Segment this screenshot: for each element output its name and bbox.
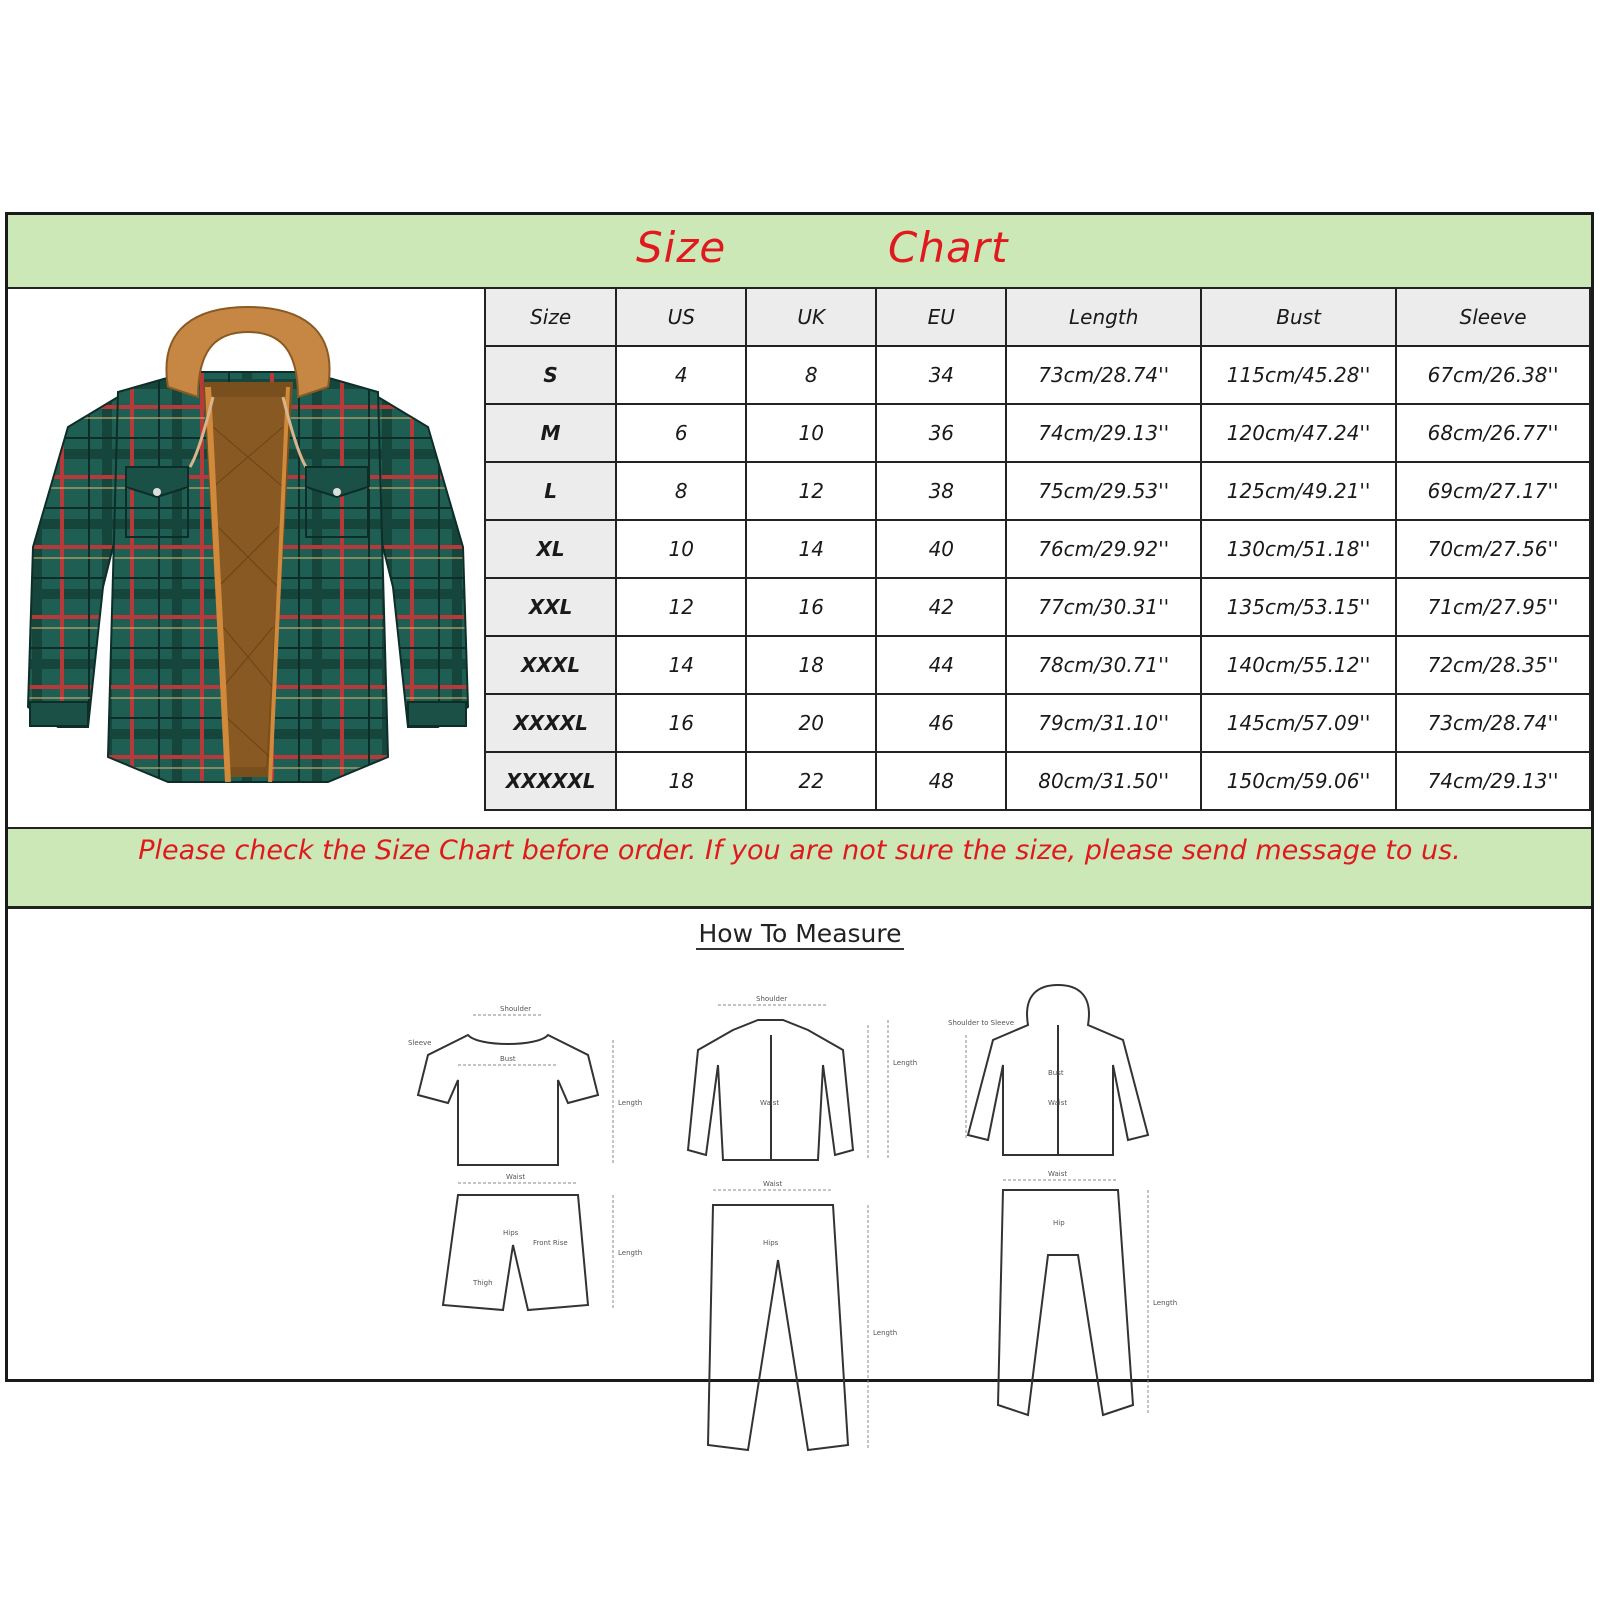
table-cell: 150cm/59.06'' [1201,752,1396,810]
table-cell: 12 [746,462,876,520]
plaid-hooded-jacket-icon [8,287,484,827]
table-cell: 16 [746,578,876,636]
label-shoulder-shirt: Shoulder [756,995,788,1003]
table-cell: 34 [876,346,1006,404]
label-length-shirt: Length [893,1059,918,1067]
table-cell: 74cm/29.13'' [1396,752,1590,810]
table-cell: 8 [746,346,876,404]
label-sleeve: Sleeve [408,1039,432,1047]
table-cell: 68cm/26.77'' [1396,404,1590,462]
title-chart: Chart [888,223,1009,272]
table-cell: 46 [876,694,1006,752]
table-cell: 44 [876,636,1006,694]
table-cell: 69cm/27.17'' [1396,462,1590,520]
header-cell: Bust [1201,288,1396,346]
table-cell: 70cm/27.56'' [1396,520,1590,578]
label-waist-pants: Waist [763,1180,783,1188]
size-cell: XXXXL [485,694,616,752]
table-cell: 115cm/45.28'' [1201,346,1396,404]
table-cell: 4 [616,346,746,404]
label-hips-pants: Hips [763,1239,779,1247]
label-length-joggers: Length [1153,1299,1178,1307]
table-cell: 12 [616,578,746,636]
label-waist: Waist [506,1173,526,1181]
table-row [485,636,1590,694]
product-image [8,287,484,827]
table-cell: 79cm/31.10'' [1006,694,1201,752]
label-thigh: Thigh [473,1279,493,1287]
table-cell: 40 [876,520,1006,578]
table-cell: 48 [876,752,1006,810]
header-cell: US [616,288,746,346]
table-cell: 67cm/26.38'' [1396,346,1590,404]
label-hips: Hips [503,1229,519,1237]
how-to-measure-label: How To Measure [698,919,902,948]
table-row [485,520,1590,578]
label-length-shorts: Length [618,1249,643,1257]
how-to-measure-title [8,919,1592,948]
table-cell: 130cm/51.18'' [1201,520,1396,578]
table-cell: 120cm/47.24'' [1201,404,1396,462]
table-cell: 140cm/55.12'' [1201,636,1396,694]
table-cell: 77cm/30.31'' [1006,578,1201,636]
header-cell: Size [485,288,616,346]
table-cell: 76cm/29.92'' [1006,520,1201,578]
notice-band [8,827,1591,909]
table-cell: 75cm/29.53'' [1006,462,1201,520]
size-cell: XXL [485,578,616,636]
label-bust-hoodie: Bust [1048,1069,1064,1077]
table-cell: 38 [876,462,1006,520]
table-cell: 14 [616,636,746,694]
label-length: Length [618,1099,643,1107]
header-cell: EU [876,288,1006,346]
table-row [485,694,1590,752]
measure-diagrams [388,955,1208,1599]
table-row [485,404,1590,462]
label-waist-shirt: Waist [760,1099,780,1107]
size-cell: XL [485,520,616,578]
size-cell: XXXL [485,636,616,694]
table-cell: 78cm/30.71'' [1006,636,1201,694]
label-length-pants: Length [873,1329,898,1337]
size-cell: XXXXXL [485,752,616,810]
table-row [485,346,1590,404]
table-cell: 16 [616,694,746,752]
table-cell: 18 [746,636,876,694]
notice-text: Please check the Size Chart before order. If you are not sure the size, please send message to us. [138,835,1461,866]
joggers-icon [998,1190,1133,1415]
label-bust: Bust [500,1055,516,1063]
title-band [8,215,1591,289]
table-cell: 36 [876,404,1006,462]
table-row [485,752,1590,810]
label-shoulder-to-sleeve: Shoulder to Sleeve [948,1019,1015,1027]
table-row [485,578,1590,636]
size-cell: S [485,346,616,404]
table-header-row [485,288,1590,346]
table-cell: 74cm/29.13'' [1006,404,1201,462]
table-cell: 145cm/57.09'' [1201,694,1396,752]
label-front-rise: Front Rise [533,1239,568,1247]
table-cell: 14 [746,520,876,578]
table-row [485,462,1590,520]
table-cell: 10 [746,404,876,462]
table-cell: 20 [746,694,876,752]
size-cell: L [485,462,616,520]
label-shoulder: Shoulder [500,1005,532,1013]
table-cell: 22 [746,752,876,810]
table-cell: 8 [616,462,746,520]
header-cell: Sleeve [1396,288,1590,346]
shorts-icon [443,1195,588,1310]
table-cell: 6 [616,404,746,462]
table-cell: 135cm/53.15'' [1201,578,1396,636]
header-cell: UK [746,288,876,346]
table-cell: 73cm/28.74'' [1006,346,1201,404]
header-cell: Length [1006,288,1201,346]
table-cell: 10 [616,520,746,578]
table-cell: 71cm/27.95'' [1396,578,1590,636]
label-waist-hoodie: Waist [1048,1099,1068,1107]
size-table [484,287,1591,811]
label-hip-joggers: Hip [1053,1219,1065,1227]
table-cell: 18 [616,752,746,810]
garment-diagrams-icon [388,955,1208,1595]
table-cell: 80cm/31.50'' [1006,752,1201,810]
table-cell: 125cm/49.21'' [1201,462,1396,520]
table-cell: 73cm/28.74'' [1396,694,1590,752]
title-size: Size [636,223,727,272]
size-cell: M [485,404,616,462]
table-cell: 42 [876,578,1006,636]
size-chart-frame [5,212,1594,1382]
table-cell: 72cm/28.35'' [1396,636,1590,694]
label-waist-joggers: Waist [1048,1170,1068,1178]
